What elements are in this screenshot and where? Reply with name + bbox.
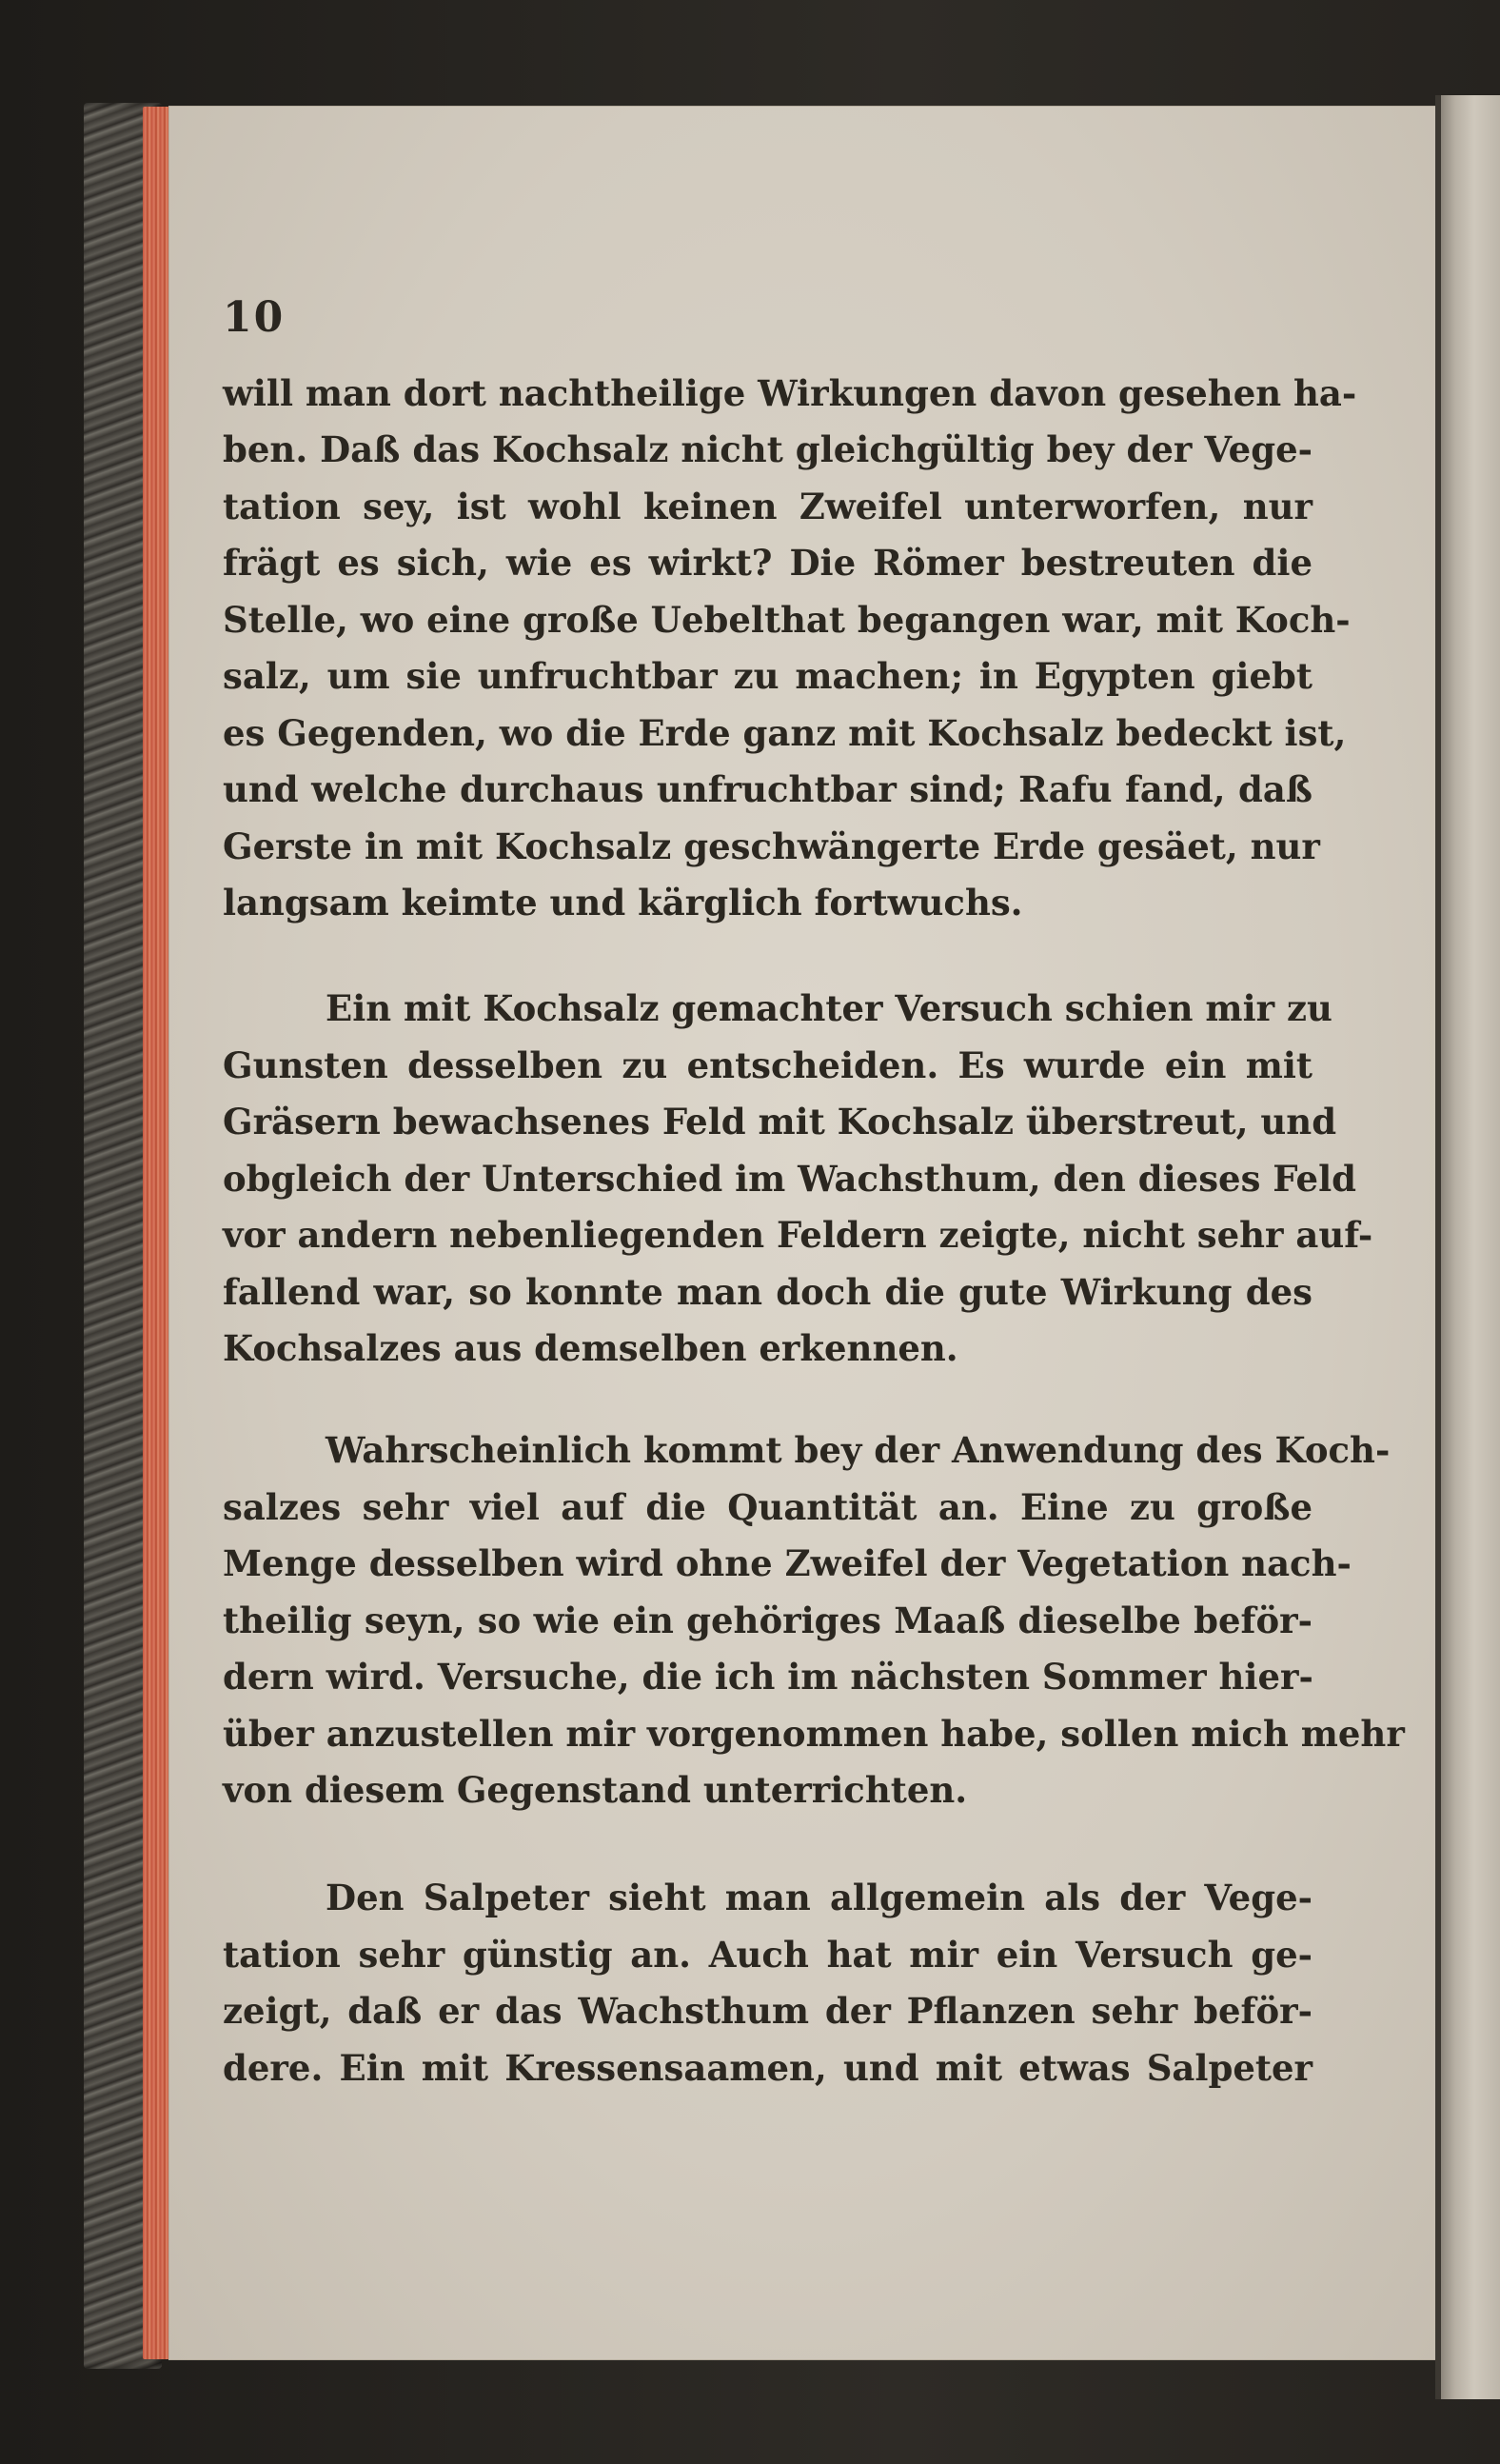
text-line: Stelle, wo eine große Uebelthat begangen war, mit Koch- (223, 599, 1351, 641)
text-line: Kochsalzes aus demselben erkennen. (223, 1327, 958, 1369)
text-line: tation sehr günstig an. Auch hat mir ein Versuch ge- (223, 1934, 1312, 1976)
text-line: salzes sehr viel auf die Quantität an. Eine zu große (223, 1486, 1312, 1528)
text-line: Menge desselben wird ohne Zweifel der Vegetation nach- (223, 1542, 1352, 1584)
text-line: es Gegenden, wo die Erde ganz mit Kochsalz bedeckt ist, (223, 712, 1347, 754)
text-line: zeigt, daß er das Wachsthum der Pflanzen sehr beför- (223, 1990, 1312, 2032)
text-line: obgleich der Unterschied im Wachsthum, den dieses Feld (223, 1158, 1356, 1200)
facing-page-edge (1435, 95, 1500, 2399)
text-line: frägt es sich, wie es wirkt? Die Römer bestreuten die (223, 542, 1312, 584)
text-line: von diesem Gegenstand unterrichten. (223, 1769, 968, 1811)
text-line: will man dort nachtheilige Wirkungen davon gesehen ha- (223, 372, 1357, 414)
text-line: Gräsern bewachsenes Feld mit Kochsalz überstreut, und (223, 1101, 1337, 1143)
text-line: langsam keimte und kärglich fortwuchs. (223, 882, 1023, 924)
page-number: 10 (223, 293, 286, 342)
text-line: theilig seyn, so wie ein gehöriges Maaß dieselbe beför- (223, 1600, 1312, 1641)
text-line: dere. Ein mit Kressensaamen, und mit etwas Salpeter (223, 2047, 1312, 2089)
text-line: ben. Daß das Kochsalz nicht gleichgültig bey der Vege- (223, 428, 1312, 470)
text-line: Gunsten desselben zu entscheiden. Es wurde ein mit (223, 1044, 1312, 1086)
red-page-edge (143, 107, 171, 2359)
text-line: und welche durchaus unfruchtbar sind; Rafu fand, daß (223, 768, 1312, 810)
text-line: Ein mit Kochsalz gemachter Versuch schien mir zu (326, 987, 1332, 1029)
text-line: dern wird. Versuche, die ich im nächsten Sommer hier- (223, 1656, 1313, 1698)
text-line: tation sey, ist wohl keinen Zweifel unterworfen, nur (223, 486, 1312, 527)
text-line: Wahrscheinlich kommt bey der Anwendung des Koch- (326, 1429, 1391, 1471)
text-line: fallend war, so konnte man doch die gute Wirkung des (223, 1271, 1312, 1313)
text-line: über anzustellen mir vorgenommen habe, sollen mich mehr (223, 1713, 1405, 1755)
text-line: vor andern nebenliegenden Feldern zeigte, nicht sehr auf- (223, 1214, 1373, 1256)
text-line: salz, um sie unfruchtbar zu machen; in Egypten giebt (223, 655, 1312, 697)
text-line: Gerste in mit Kochsalz geschwängerte Erde gesäet, nur (223, 825, 1320, 867)
text-line: Den Salpeter sieht man allgemein als der Vege- (326, 1877, 1312, 1918)
